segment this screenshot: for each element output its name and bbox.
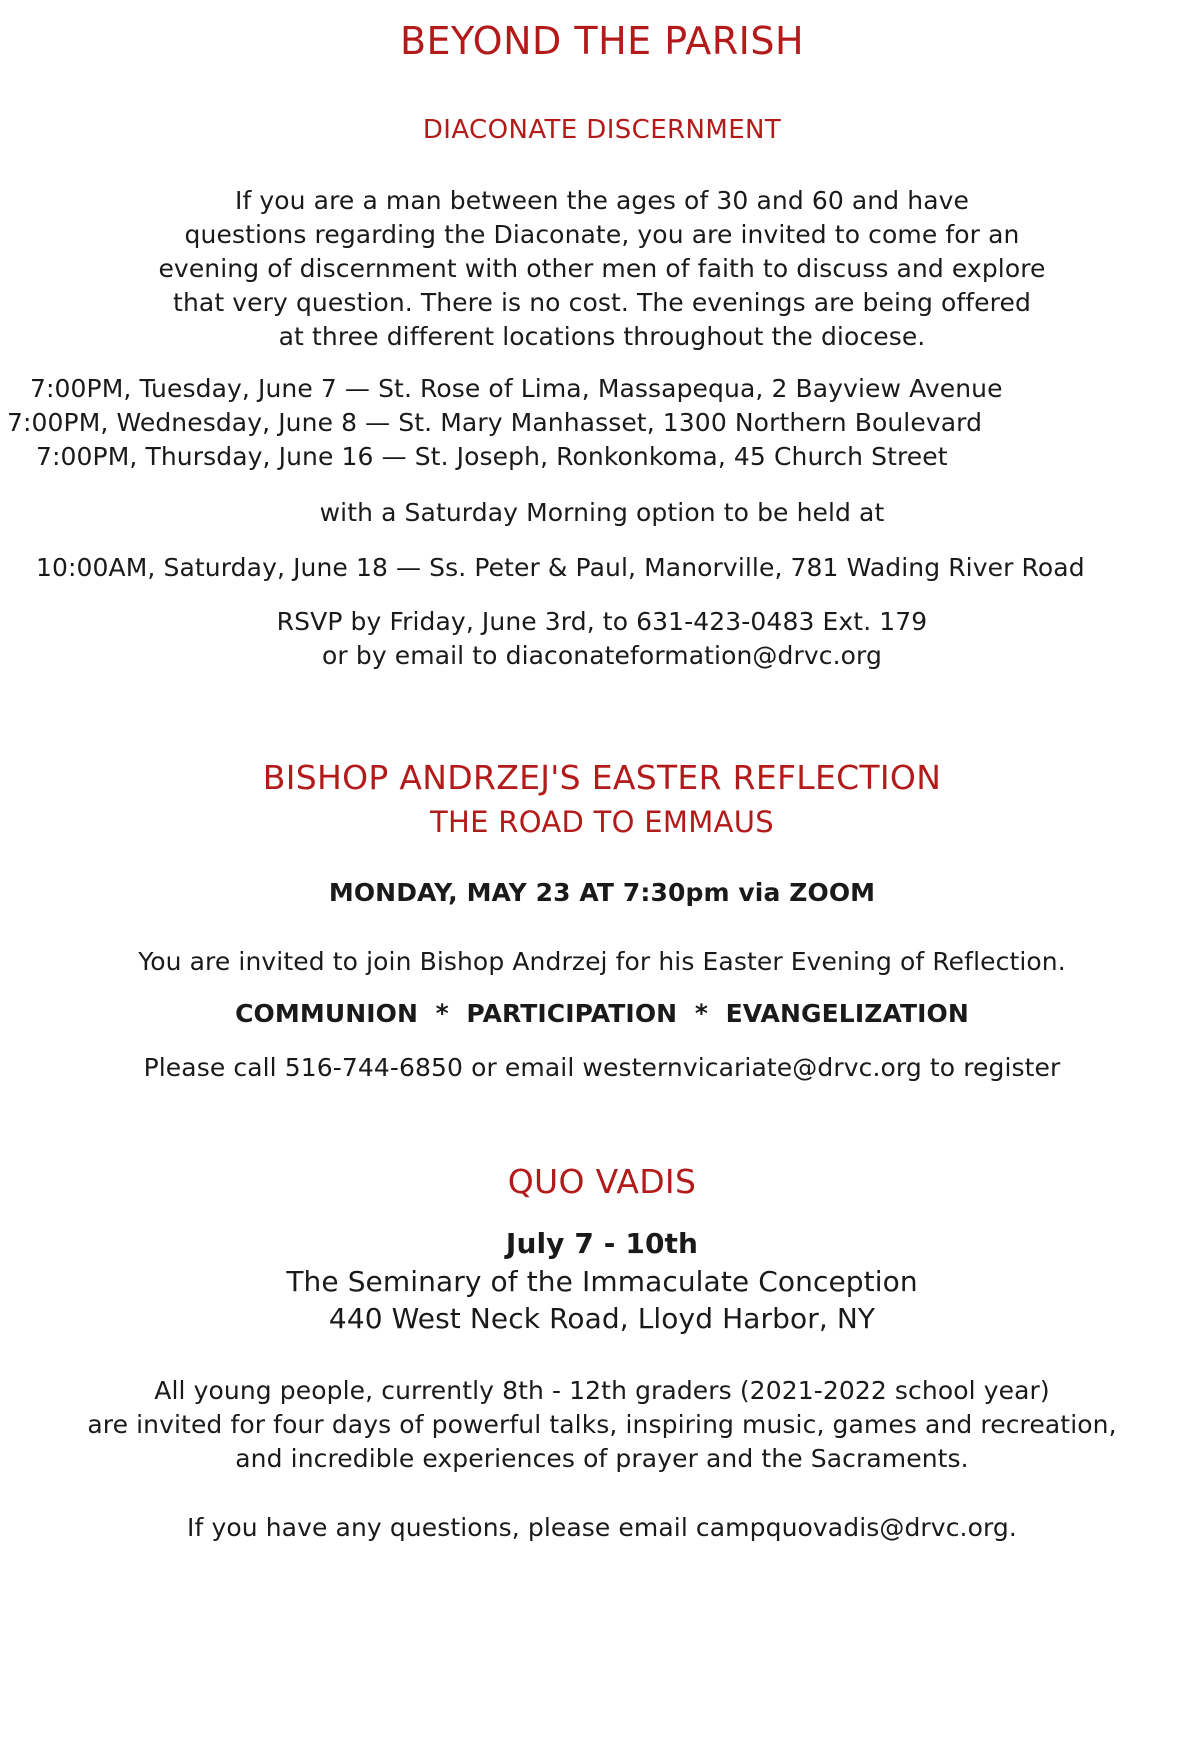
quo-vadis-contact: If you have any questions, please email campquovadis@drvc.org. <box>187 1513 1017 1542</box>
body-line: and incredible experiences of prayer and the Sacraments. <box>235 1444 969 1473</box>
easter-date: MONDAY, MAY 23 AT 7:30pm via ZOOM <box>328 878 876 907</box>
session-line: 7:00PM, Wednesday, June 8 — St. Mary Manhasset, 1300 Northern Boulevard <box>7 408 983 437</box>
intro-line: If you are a man between the ages of 30 and 60 and have <box>234 186 970 215</box>
quo-vadis-venue: The Seminary of the Immaculate Conception <box>286 1265 918 1298</box>
easter-title: BISHOP ANDRZEJ'S EASTER REFLECTION <box>262 758 942 797</box>
main-title: BEYOND THE PARISH <box>399 19 805 63</box>
easter-register: Please call 516-744-6850 or email westernvicariate@drvc.org to register <box>143 1053 1061 1082</box>
body-line: are invited for four days of powerful talks, inspiring music, games and recreation, <box>87 1410 1117 1439</box>
easter-subtitle: THE ROAD TO EMMAUS <box>430 805 774 839</box>
session-line: 7:00PM, Tuesday, June 7 — St. Rose of Lima, Massapequa, 2 Bayview Avenue <box>30 374 1003 403</box>
easter-motto: COMMUNION * PARTICIPATION * EVANGELIZATION <box>235 999 969 1028</box>
saturday-session: 10:00AM, Saturday, June 18 — Ss. Peter & Paul, Manorville, 781 Wading River Road <box>36 553 1085 582</box>
body-line: All young people, currently 8th - 12th graders (2021-2022 school year) <box>154 1376 1050 1405</box>
easter-invite: You are invited to join Bishop Andrzej for his Easter Evening of Reflection. <box>138 947 1066 976</box>
quo-vadis-title: QUO VADIS <box>507 1162 697 1201</box>
quo-vadis-dates: July 7 - 10th <box>505 1227 699 1260</box>
quo-vadis-address: 440 West Neck Road, Lloyd Harbor, NY <box>328 1302 876 1335</box>
intro-line: that very question. There is no cost. The evenings are being offered <box>173 288 1031 317</box>
intro-line: questions regarding the Diaconate, you are invited to come for an <box>184 220 1020 249</box>
intro-line: at three different locations throughout the diocese. <box>278 322 926 351</box>
session-line: 7:00PM, Thursday, June 16 — St. Joseph, Ronkonkoma, 45 Church Street <box>36 442 948 471</box>
saturday-intro: with a Saturday Morning option to be held at <box>319 498 885 527</box>
rsvp-line: or by email to diaconateformation@drvc.org <box>322 641 882 670</box>
rsvp-line: RSVP by Friday, June 3rd, to 631-423-0483 Ext. 179 <box>276 607 928 636</box>
intro-line: evening of discernment with other men of faith to discuss and explore <box>158 254 1046 283</box>
diaconate-title: DIACONATE DISCERNMENT <box>422 115 782 145</box>
